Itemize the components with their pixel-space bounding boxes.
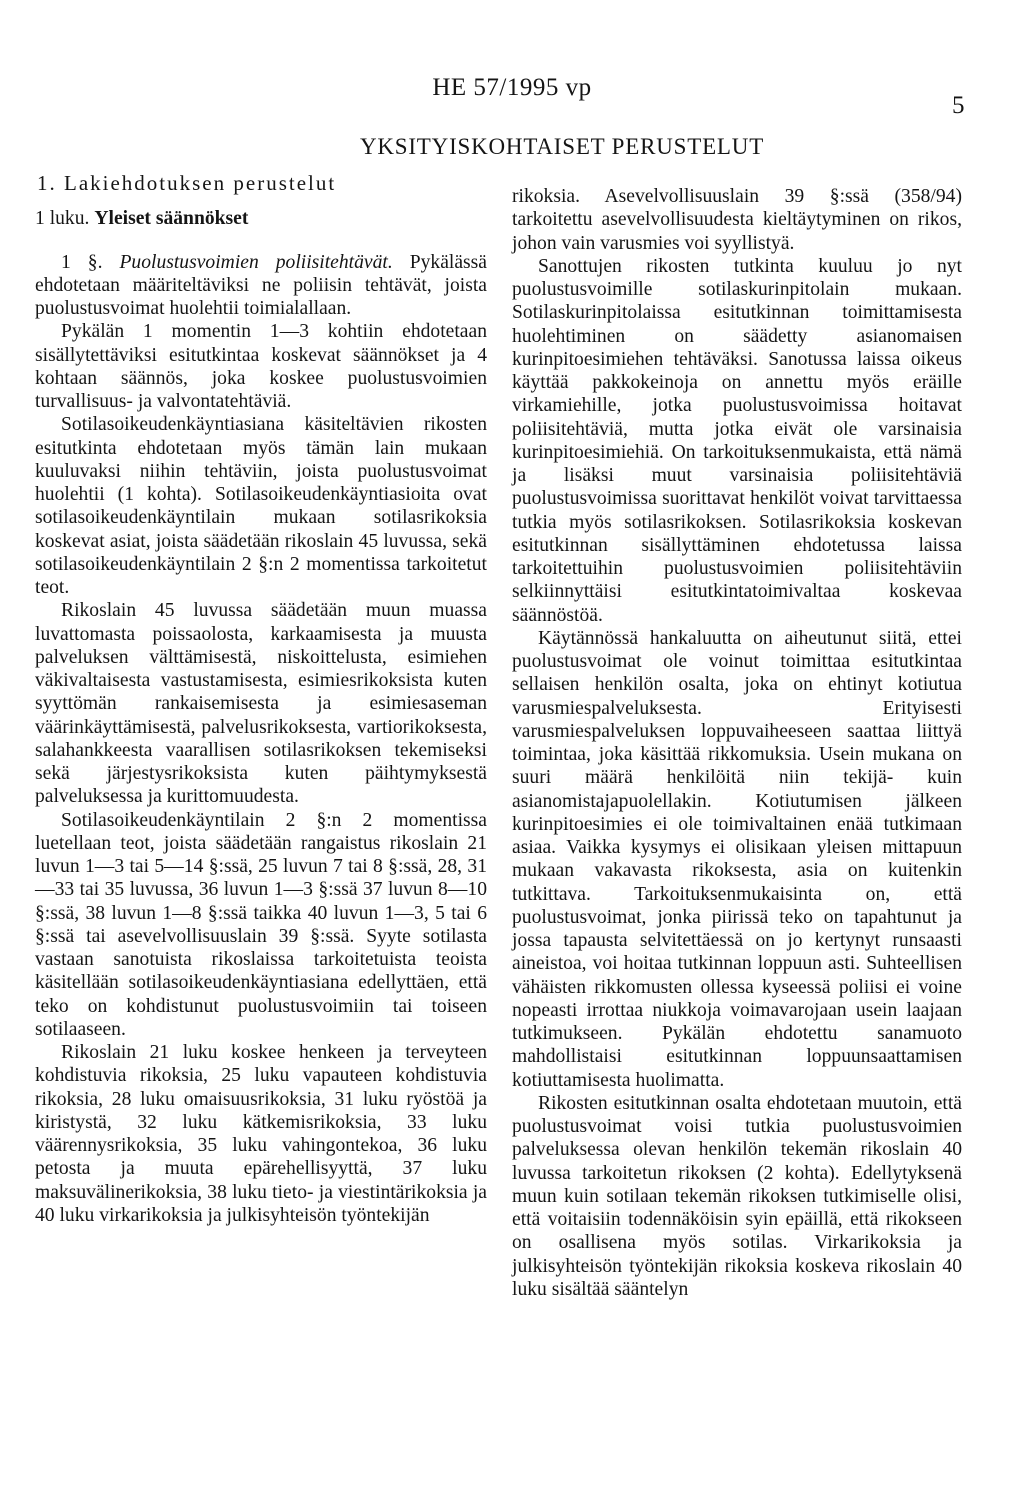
luku-name: Yleiset säännökset [94, 208, 249, 230]
paragraph: Sanottujen rikosten tutkinta kuuluu jo nyt puolustusvoimille sotilaskurinpitolain mukaan. Sotilaskurinpitolaissa esitutkinnan toimittamisesta huolehtiminen on säädetty asianomaisen kurinpitoesimiehen tehtäväksi. Sanotussa laissa oikeus käyttää pakkokeinoja on annettu myös eräille virkamiehille, jotka puolustusvoimissa hoitavat poliisitehtäviä, mutta jotka eivät ole varsinaisia kurinpitoesimiehiä. On tarkoituksenmukaista, että nämä ja lisäksi muut varsinaisia poliisitehtäviä puolustusvoimissa suorittavat henkilöt voivat tarvittaessa tutkia myös sotilasrikoksen. Sotilasrikoksia koskevan esitutkinnan sisällyttäminen ehdotetussa laissa tarkoitettuihin puolustusvoimien poliisitehtäviin selkiinnyttäisi esitutkintatoimivaltaa koskevaa säännöstöä. [512, 255, 962, 626]
pykala-title: Puolustusvoimien poliisitehtävät. [119, 251, 393, 273]
document-id: HE 57/1995 vp [432, 74, 592, 101]
section-heading: YKSITYISKOHTAISET PERUSTELUT [359, 134, 765, 159]
left-column [35, 160, 487, 1227]
luku-number: 1 luku. [35, 208, 90, 230]
right-column [512, 185, 962, 1301]
pykala-number: 1 §. [61, 251, 103, 273]
chapter-title: 1. Lakiehdotuksen perustelut [37, 171, 337, 195]
paragraph: Rikoslain 45 luvussa säädetään muun muassa luvattomasta poissaolosta, karkaamisesta ja muusta palveluksen välttämisestä, niskoittelusta, esimiehen väkivaltaisesta vastustamisesta, esimiesrikoksista kuten syyttömän rankaisemisesta ja esimiesaseman väärinkäyttämisestä, palvelusrikoksesta, vartiorikoksesta, salahankkeesta vaarallisen sotilasrikoksen tekemiseksi sekä järjestysrikoksista kuten päihtymyksestä palveluksessa ja kurittomuudesta. [35, 600, 487, 808]
luku-title [35, 207, 487, 230]
paragraph: Rikoslain 21 luku koskee henkeen ja terveyteen kohdistuvia rikoksia, 25 luku vapauteen kohdistuvia rikoksia, 28 luku omaisuusrikoksia, 31 luku ryöstöä ja kiristystä, 32 luku kätkemisrikoksia, 33 luku väärennysrikoksia, 35 luku vahingontekoa, 36 luku petosta ja muuta epärehellisyyttä, 37 luku maksuvälinerikoksia, 38 luku tieto- ja viestintärikoksia ja 40 luku virkarikoksia ja julkisyhteisön työntekijän [35, 1042, 487, 1226]
paragraph: Pykälän 1 momentin 1—3 kohtiin ehdotetaan sisällytettäviksi esitutkintaa koskevat säännökset ja 4 kohtaan säännös, joka koskee puolustusvoimien turvallisuus- ja valvontatehtäviä. [35, 321, 487, 412]
paragraph: rikoksia. Asevelvollisuuslain 39 §:ssä (358/94) tarkoitettu asevelvollisuudesta kieltäytyminen on rikos, johon vain varusmies voi syyllistyä. [512, 186, 962, 254]
paragraph [35, 251, 487, 321]
paragraph: Sotilasoikeudenkäyntiasiana käsiteltävien rikosten esitutkinta ehdotetaan myös tämän lain mukaan kuuluvaksi niihin tehtäviin, joista puolustusvoimat huolehtii (1 kohta). Sotilasoikeudenkäyntiasioita ovat sotilasoikeudenkäyntilain mukaan sotilasrikoksia koskevat asiat, joista säädetään rikoslain 45 luvussa, sekä sotilasoikeudenkäyntilain 2 §:n 2 momentissa tarkoitetut teot. [35, 414, 487, 598]
page-number: 5 [952, 92, 965, 119]
paragraph: Käytännössä hankaluutta on aiheutunut siitä, ettei puolustusvoimat ole voinut toimittaa esitutkintaa sellaisen henkilön osalta, joka on ehtinyt kotiutua varusmiespalveluksesta. Erityisesti varusmiespalveluksen loppuvaiheeseen saattaa liittyä toimintaa, joka käsittää rikkomuksia. Usein mukana on suuri määrä henkilöitä niin tekijä- kuin asianomistajapuolellakin. Kotiutumisen jälkeen kurinpitoesimies ei ole toimivaltainen enää tutkimaan asiaa. Vaikka kysymys ei olisikaan yleisen mittapuun mukaan vakavasta rikoksesta, asia on kuitenkin tutkittava. Tarkoituksenmukaisinta on, että puolustusvoimat, jonka piirissä teko on tapahtunut ja jossa tapausta selvitettäessä on jo kertynyt runsaasti aineistoa, voi hoitaa tutkinnan loppuun asti. Suhteellisen vähäisten rikkomusten ollessa kyseessä poliisi ei voine nopeasti irrottaa niukkoja voimavarojaan usein laajaan tutkimukseen. Pykälän ehdotettu sanamuoto mahdollistaisi esitutkinnan loppuunsaattamisen kotiuttamisesta huolimatta. [512, 627, 962, 1091]
paragraph-text: Pykälässä ehdotetaan määriteltäviksi ne poliisin tehtävät, joista puolustusvoimat huolehtii toimialallaan. [35, 251, 487, 319]
paragraph: Sotilasoikeudenkäyntilain 2 §:n 2 momentissa luetellaan teot, joista säädetään rangaistus rikoslain 21 luvun 1—3 tai 5—14 §:ssä, 25 luvun 7 tai 8 §:ssä, 28, 31—33 tai 35 luvussa, 36 luvun 1—3 §:ssä 37 luvun 8—10 §:ssä, 38 luvun 1—8 §:ssä taikka 40 luvun 1—3, 5 tai 6 §:ssä tai asevelvollisuuslain 39 §:ssä. Syyte sotilasta vastaan sanotuista rikoslaissa tarkoitetuista teoista käsitellään sotilasoikeudenkäyntiasiana edellyttäen, että teko on kohdistunut puolustusvoimiin tai toiseen sotilaaseen. [35, 809, 487, 1040]
paragraph: Rikosten esitutkinnan osalta ehdotetaan muutoin, että puolustusvoimat voisi tutkia puolustusvoimien palveluksessa olevan henkilön tekemän rikoslain 40 luvussa tarkoitetun rikoksen (2 kohta). Edellytyksenä muun kuin sotilaan tekemän rikoksen tutkimiselle olisi, että voitaisiin todennäköisin syin epäillä, että rikokseen on osallisena myös sotilas. Virkarikoksia ja julkisyhteisön työntekijän rikoksia koskeva rikoslain 40 luku sisältää sääntelyn [512, 1092, 962, 1300]
